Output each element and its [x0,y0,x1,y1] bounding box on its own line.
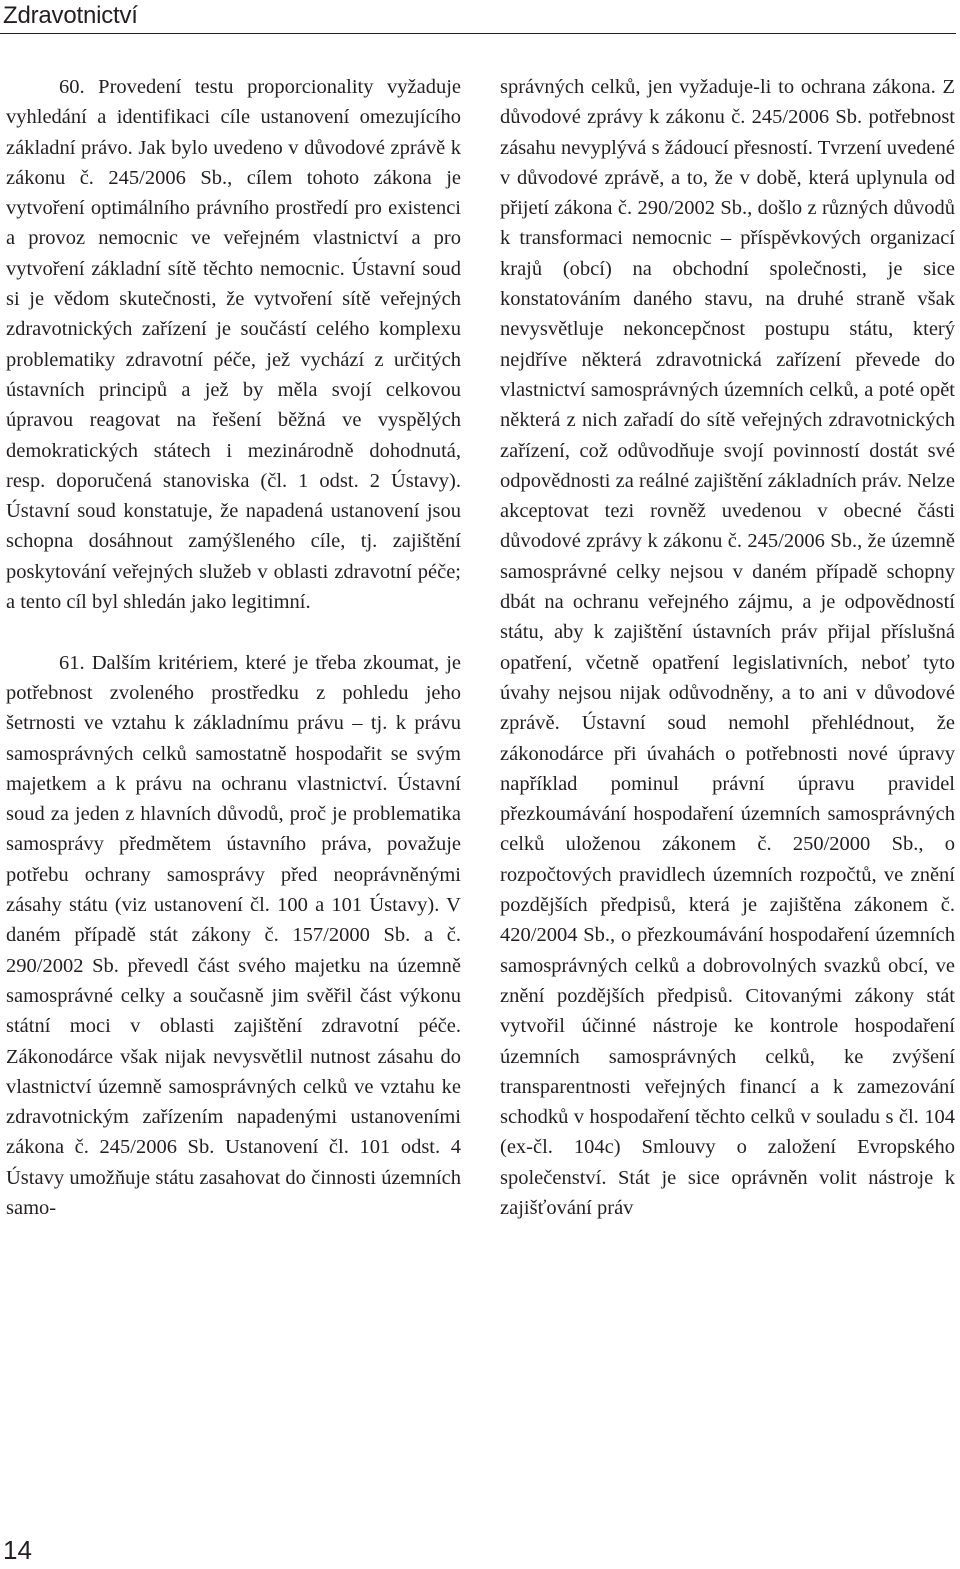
right-column [500,72,955,1512]
header-rule [0,33,956,34]
page-number: 14 [3,1535,32,1565]
running-header-title: Zdravotnictví [3,2,138,29]
paragraph-61: 61. Dalším kritériem, které je třeba zkoumat, je potřebnost zvoleného prostředku z pohledu jeho šetrnosti ve vztahu k základnímu právu – tj. k právu samosprávných celků samostatně hospodařit se svým majetkem a k právu na ochranu vlastnictví. Ústavní soud za jeden z hlavních důvodů, proč je problematika samosprávy předmětem ústavního práva, považuje potřebu ochrany samosprávy před neoprávněnými zásahy státu (viz ustanovení čl. 100 a 101 Ústavy). V daném případě stát zákony č. 157/2000 Sb. a č. 290/2002 Sb. převedl část svého majetku na územně samosprávné celky a současně jim svěřil část výkonu státní moci v oblasti zajištění zdravotní péče. Zákonodárce však nijak nevysvětlil nutnost zásahu do vlastnictví územně samosprávných celků ve vztahu ke zdravotnickým zařízením napadenými ustanoveními zákona č. 245/2006 Sb. Ustanovení čl. 101 odst. 4 Ústavy umožňuje státu zasahovat do činnosti územních samo- [6,651,461,1219]
left-column [6,72,461,1512]
paragraph-60: 60. Provedení testu proporcionality vyžaduje vyhledání a identifikaci cíle ustanovení omezujícího základní právo. Jak bylo uvedeno v důvodové zprávě k zákonu č. 245/2006 Sb., cílem tohoto zákona je vytvoření optimálního právního prostředí pro existenci a provoz nemocnic ve veřejném vlastnictví a pro vytvoření základní sítě těchto nemocnic. Ústavní soud si je vědom skutečnosti, že vytvoření sítě veřejných zdravotnických zařízení je součástí celého komplexu problematiky zdravotní péče, jež vychází z určitých ústavních principů a jež by měla svojí celkovou úpravou reagovat na řešení běžná ve vyspělých demokratických státech i mezinárodně dohodnutá, resp. doporučená stanoviska (čl. 1 odst. 2 Ústavy). Ústavní soud konstatuje, že napadená ustanovení jsou schopna dosáhnout zamýšleného cíle, tj. zajištění poskytování veřejných služeb v oblasti zdravotní péče; a tento cíl byl shledán jako legitimní. [6,76,461,614]
paragraph-61-continued: správných celků, jen vyžaduje-li to ochrana zákona. Z důvodové zprávy k zákonu č. 245/2006 Sb. potřebnost zásahu nevyplývá s žádoucí přesností. Tvrzení uvedené v důvodové zprávě, a to, že v době, která uplynula od přijetí zákona č. 290/2002 Sb., došlo z různých důvodů k transformaci nemocnic – příspěvkových organizací krajů (obcí) na obchodní společnosti, je sice konstatováním daného stavu, na druhé straně však nevysvětluje nekoncepčnost postupu státu, který nejdříve některá zdravotnická zařízení převede do vlastnictví samosprávných územních celků, a poté opět některá z nich zařadí do sítě veřejných zdravotnických zařízení, což odůvodňuje svojí povinností dostát své odpovědnosti za reálné zajištění základních práv. Nelze akceptovat tezi rovněž uvedenou v obecné části důvodové zprávy k zákonu č. 245/2006 Sb., že územně samosprávné celky nejsou v daném případě schopny dbát na ochranu veřejného zájmu, a je odpovědností státu, aby k zajištění ústavních práv přijal příslušná opatření, včetně opatření legislativních, neboť tyto úvahy nejsou nijak odůvodněny, a to ani v důvodové zprávě. Ústavní soud nemohl přehlédnout, že zákonodárce při úvahách o potřebnosti nové úpravy například pominul právní úpravu pravidel přezkoumávání hospodaření územních samosprávných celků uloženou zákonem č. 250/2000 Sb., o rozpočtových pravidlech územních rozpočtů, ve znění pozdějších předpisů, která je zajištěna zákonem č. 420/2004 Sb., o přezkoumávání hospodaření územních samosprávných celků a dobrovolných svazků obcí, ve znění pozdějších předpisů. Citovanými zákony stát vytvořil účinné nástroje ke kontrole hospodaření územních samosprávných celků, ke zvýšení transparentnosti veřejných financí a k zamezování schodků v hospodaření těchto celků v souladu s čl. 104 (ex-čl. 104c) Smlouvy o založení Evropského společenství. Stát je sice oprávněn volit nástroje k zajišťování práv [500,76,955,1219]
